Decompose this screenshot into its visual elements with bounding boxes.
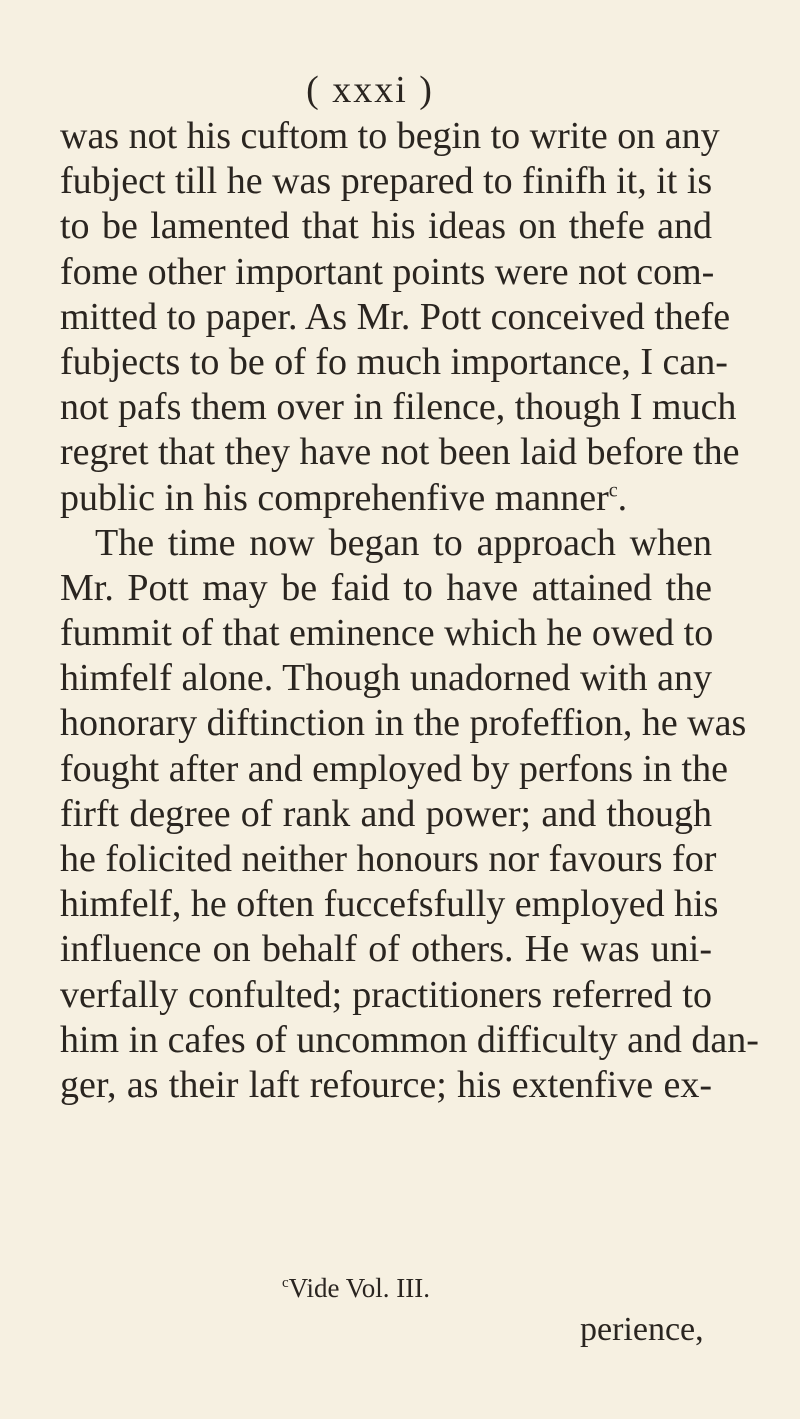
- catchword: perience,: [580, 1311, 704, 1348]
- text-line: was not his cuftom to begin to write on any: [60, 115, 720, 157]
- text-line: regret that they have not been laid before the: [60, 431, 740, 474]
- text-line: honorary diftinction in the profeffion, he was: [60, 702, 747, 745]
- text-line: him in cafes of uncommon difficulty and dan-: [60, 1018, 759, 1061]
- text-line: influence on behalf of others. He was uni-: [60, 928, 712, 971]
- text-line-tail: .: [617, 476, 628, 519]
- text-line: fome other important points were not com-: [60, 250, 715, 293]
- text-line: ger, as their laft refource; his extenfive ex-: [60, 1063, 712, 1106]
- body-text: [60, 114, 759, 1108]
- footnote-text: Vide Vol. III.: [288, 1273, 431, 1303]
- text-line: to be lamented that his ideas on thefe and: [60, 205, 712, 248]
- text-line: himfelf, he often fuccefsfully employed his: [60, 883, 719, 926]
- text-line-content: public in his comprehenfive manner: [60, 476, 609, 519]
- text-line: fought after and employed by perfons in the: [60, 747, 728, 790]
- text-line: fummit of that eminence which he owed to: [60, 612, 714, 655]
- text-line: fubjects to be of fo much importance, I can-: [60, 340, 728, 383]
- text-line: he folicited neither honours nor favours for: [60, 838, 717, 880]
- paragraph-first-line: The time now began to approach when: [95, 521, 712, 564]
- page-number: ( xxxi ): [306, 69, 434, 111]
- text-line: himfelf alone. Though unadorned with any: [60, 657, 712, 700]
- footnote-mark: c: [281, 1275, 289, 1291]
- text-line-with-footnote: [60, 476, 712, 521]
- footnote-reference-mark: c: [608, 478, 618, 501]
- text-line: not pafs them over in filence, though I much: [60, 386, 737, 429]
- text-line: fubject till he was prepared to finifh it, it is: [60, 160, 713, 203]
- text-line: verfally confulted; practitioners referred to: [60, 973, 712, 1016]
- text-line: mitted to paper. As Mr. Pott conceived thefe: [60, 295, 731, 338]
- footnote: [0, 1273, 756, 1304]
- text-line: Mr. Pott may be faid to have attained the: [60, 566, 712, 609]
- text-line: firft degree of rank and power; and though: [60, 792, 712, 835]
